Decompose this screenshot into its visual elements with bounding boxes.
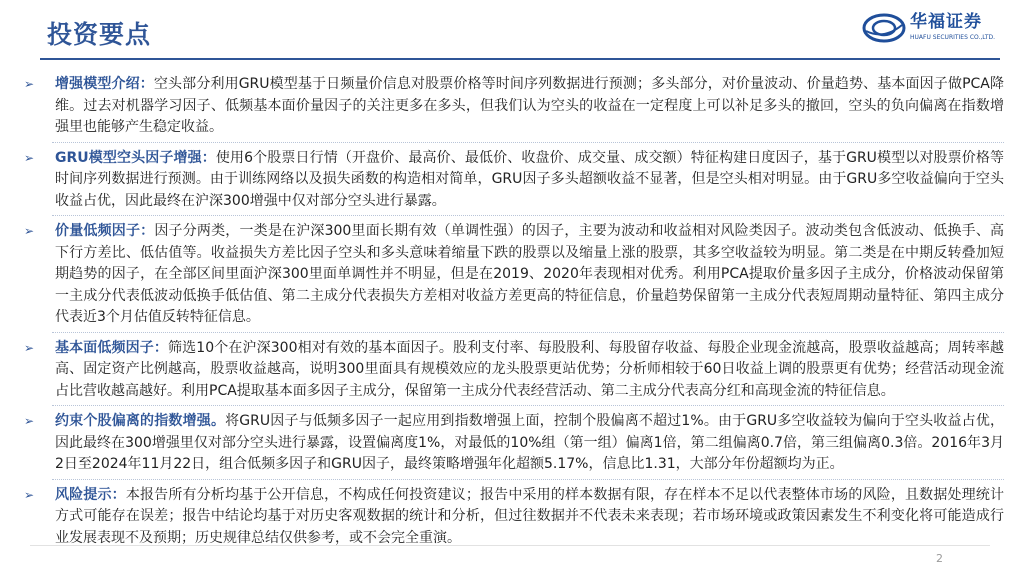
page-title: 投资要点 xyxy=(47,20,152,49)
item-divider xyxy=(52,215,1004,217)
item-description: 空头部分利用GRU模型基于日频量价信息对股票价格等时间序列数据进行预测；多头部分，对价量波动、价量趋势、基本面因子做PCA降维。过去对机器学习因子、低频基本面价量因子的关注更多在多头，但我们认为空头的收益在一定程度上可以补足多头的撤回，空头的负向偏离在指数增强里也能够产生稳定收益。 xyxy=(55,76,1004,135)
list-item xyxy=(24,74,1004,139)
item-divider xyxy=(52,479,1004,481)
item-heading: 增强模型介绍： xyxy=(55,76,154,92)
item-body xyxy=(55,338,1004,403)
item-divider xyxy=(52,332,1004,334)
item-body xyxy=(55,485,1004,550)
item-body xyxy=(55,411,1004,476)
arrow-bullet-icon: ➢ xyxy=(24,487,35,502)
footer-divider xyxy=(30,545,990,546)
list-item xyxy=(24,485,1004,550)
item-description: 本报告所有分析均基于公开信息，不构成任何投资建议；报告中采用的样本数据有限，存在样本不足以代表整体市场的风险，且数据处理统计方式可能存在误差；报告中结论均基于对历史客观数据的统计和分析，但过往数据并不代表未来表现；若市场环境或政策因素发生不利变化将可能造成行业发展表现不及预期；历史规律总结仅供参考，或不会完全重演。 xyxy=(55,486,1005,546)
logo-text: 华福证券 xyxy=(910,12,982,32)
item-heading: GRU模型空头因子增强： xyxy=(55,149,216,166)
arrow-bullet-icon: ➢ xyxy=(24,340,35,355)
company-logo xyxy=(862,10,996,46)
arrow-bullet-icon: ➢ xyxy=(24,150,35,165)
page-number: 2 xyxy=(936,552,943,565)
arrow-bullet-icon: ➢ xyxy=(24,77,35,91)
arrow-bullet-icon: ➢ xyxy=(24,224,35,238)
item-heading: 约束个股偏离的指数增强。 xyxy=(55,413,226,429)
item-description: 筛选10个在沪深300相对有效的基本面因子。股利支付率、每股股利、每股留存收益、每股企业现金流越高，股票收益越高；周转率越高、固定资产比例越高，股票收益越高，说明300里面具有规模效应的龙头股票更站优势；分析师相较于60日收益上调的股票更有优势；经营活动现金流占比营收越高越好。利用PCA提取基本面多因子主成分，保留第一主成分代表经营活动、第二主成分代表高分红和高现金流的特征信息。 xyxy=(55,339,1004,399)
list-item xyxy=(24,148,1004,213)
item-body xyxy=(55,221,1004,329)
item-divider xyxy=(52,405,1004,407)
arrow-bullet-icon: ➢ xyxy=(24,414,35,428)
logo-mark-icon xyxy=(862,12,906,44)
item-heading: 价量低频因子： xyxy=(55,223,155,239)
title-divider xyxy=(40,58,1000,60)
list-item xyxy=(24,411,1004,476)
item-divider xyxy=(52,142,1004,144)
logo-subtext: HUAFU SECURITIES CO.,LTD. xyxy=(910,34,996,41)
item-heading: 基本面低频因子： xyxy=(55,339,169,356)
item-heading: 风险提示： xyxy=(55,486,126,503)
item-description: 将GRU因子与低频多因子一起应用到指数增强上面，控制个股偏离不超过1%。由于GRU多空收益较为偏向于空头收益占优，因此最终在300增强里仅对部分空头进行暴露，设置偏离度1%，对最低的10%组（第一组）偏离1倍，第二组偏离0.7倍，第三组偏离0.3倍。2016年3月2日至2024年11月22日，组合低频多因子和GRU因子，最终策略增强年化超额5.17%，信息比1.31，大部分年份超额均为正。 xyxy=(55,413,1004,472)
item-body xyxy=(55,148,1004,213)
list-item xyxy=(24,221,1004,329)
item-body xyxy=(55,74,1004,139)
item-description: 因子分两类，一类是在沪深300里面长期有效（单调性强）的因子，主要为波动和收益相对风险类因子。波动类包含低波动、低换手、高下行方差比、低估值等。收益损失方差比因子空头和多头意味着缩量下跌的股票以及缩量上涨的股票，其多空收益较为明显。第二类是在中期反转叠加短期趋势的因子，在全部区间里面沪深300里面单调性并不明显，但是在2019、2020年表现相对优秀。利用PCA提取价量多因子主成分，价格波动保留第一主成分代表低波动低换手低估值、第二主成分代表损失方差相对收益方差更高的特征信息，价量趋势保留第一主成分代表短周期动量特征、第四主成分代表近3个月估值反转特征信息。 xyxy=(55,223,1005,325)
item-description: 使用6个股票日行情（开盘价、最高价、最低价、收盘价、成交量、成交额）特征构建日度因子，基于GRU模型以对股票价格等时间序列数据进行预测。由于训练网络以及损失函数的构造相对简单，GRU因子多头超额收益不显著，但是空头相对明显。由于GRU多空收益偏向于空头收益占优，因此最终在沪深300增强中仅对部分空头进行暴露。 xyxy=(55,149,1005,209)
key-points-list xyxy=(24,74,1004,549)
list-item xyxy=(24,338,1004,403)
